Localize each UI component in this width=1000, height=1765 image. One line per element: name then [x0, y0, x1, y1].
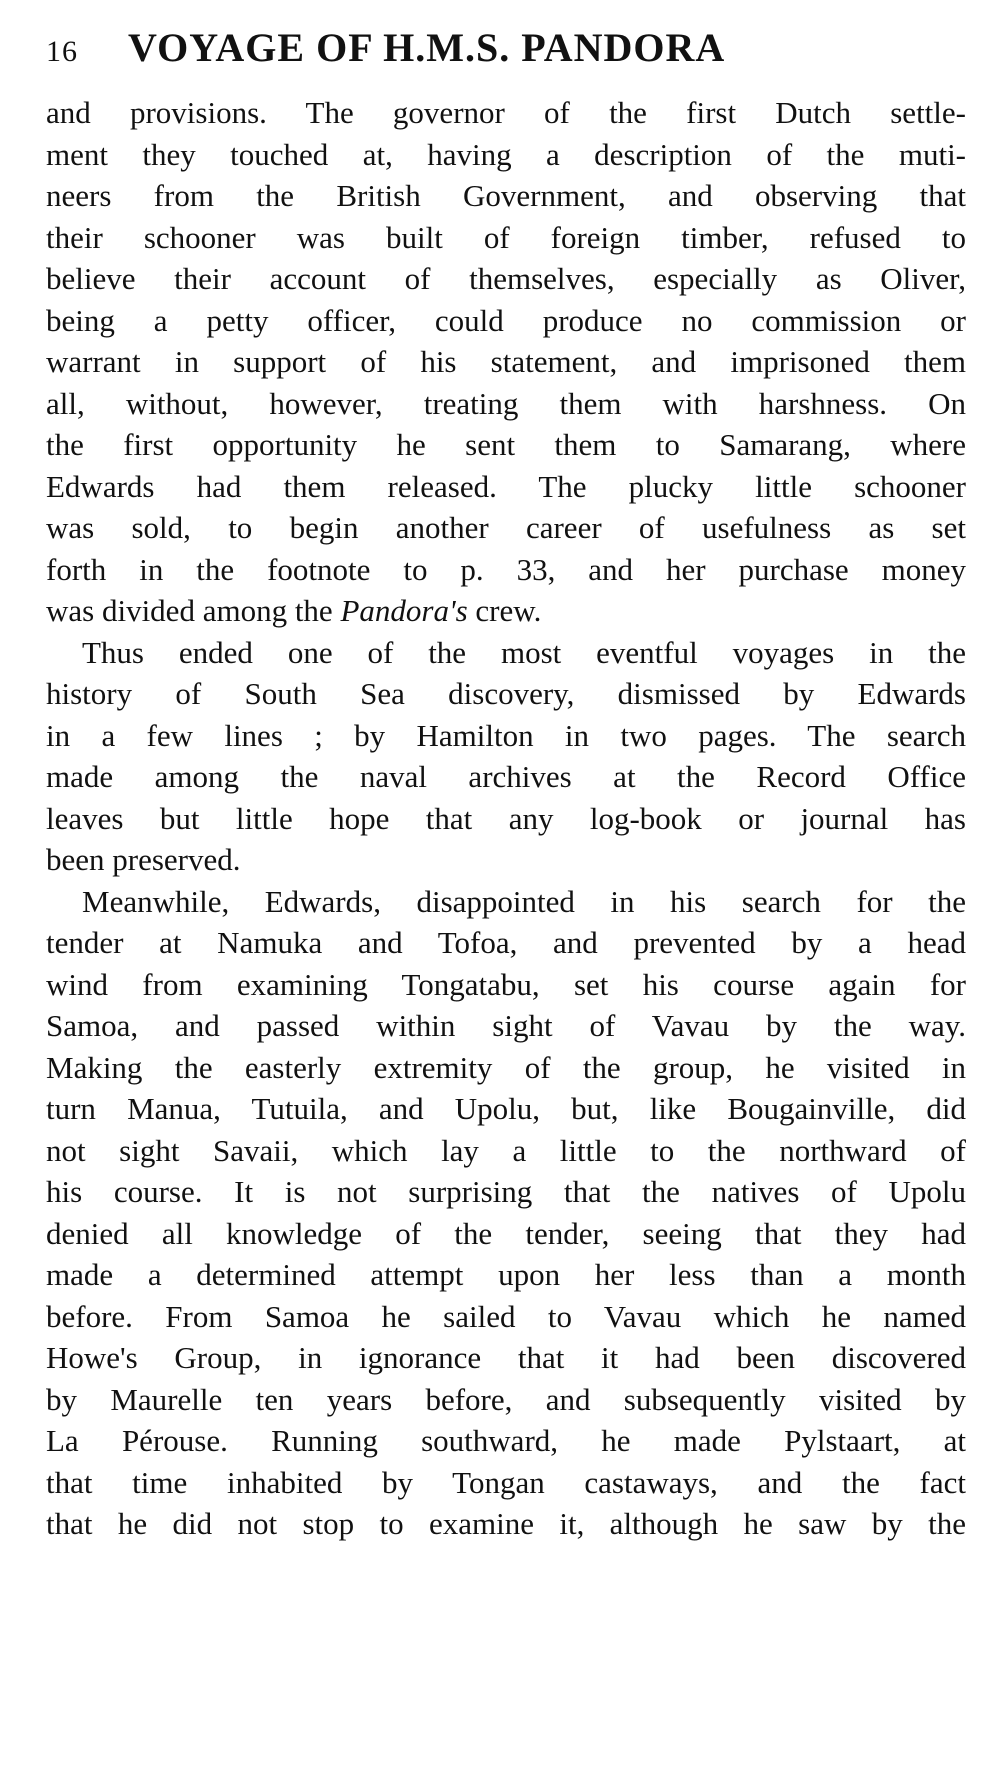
text-line: warrant in support of his statement, and imprisoned them	[46, 344, 966, 379]
paragraph-1	[46, 92, 966, 632]
text-line: all, without, however, treating them with harshness. On	[46, 385, 966, 421]
text-line-last: been preserved.	[46, 842, 241, 877]
text-line: neers from the British Government, and observing that	[46, 178, 966, 213]
text-line: in a few lines ; by Hamilton in two pages. The search	[46, 717, 966, 753]
text-line: Samoa, and passed within sight of Vavau by the way.	[46, 1008, 966, 1043]
text-line: made among the naval archives at the Record Office	[46, 759, 966, 794]
text-line: and provisions. The governor of the first Dutch settle-	[46, 95, 966, 130]
text-line: denied all knowledge of the tender, seeing that they had	[46, 1215, 966, 1251]
text-line: Meanwhile, Edwards, disappointed in his search for the	[82, 883, 966, 919]
text-line: that he did not stop to examine it, although he saw by the	[46, 1506, 966, 1541]
text-line: ment they touched at, having a description of the muti-	[46, 136, 966, 172]
ship-name-italic: Pandora's	[340, 593, 468, 628]
text-line: was sold, to begin another career of usefulness as set	[46, 510, 966, 545]
text-line: made a determined attempt upon her less than a month	[46, 1257, 966, 1292]
text-line: turn Manua, Tutuila, and Upolu, but, like Bougainville, did	[46, 1091, 966, 1126]
text-line: being a petty officer, could produce no commission or	[46, 302, 966, 338]
text-line: Making the easterly extremity of the group, he visited in	[46, 1049, 966, 1085]
text-line: their schooner was built of foreign timber, refused to	[46, 219, 966, 255]
text-line-last	[46, 590, 966, 632]
text-line: leaves but little hope that any log-book or journal has	[46, 800, 966, 836]
text-line: forth in the footnote to p. 33, and her purchase money	[46, 551, 966, 587]
text-line: the first opportunity he sent them to Samarang, where	[46, 427, 966, 462]
text-line: before. From Samoa he sailed to Vavau which he named	[46, 1298, 966, 1334]
paragraph-3	[46, 881, 966, 1545]
book-page	[46, 24, 966, 1545]
text-line: La Pérouse. Running southward, he made Pylstaart, at	[46, 1423, 966, 1458]
running-head	[46, 24, 966, 86]
text-line: wind from examining Tongatabu, set his course again for	[46, 966, 966, 1002]
text-line: his course. It is not surprising that the natives of Upolu	[46, 1174, 966, 1209]
text-run: crew.	[467, 593, 542, 628]
text-run: was divided among the	[46, 593, 341, 628]
text-line: Howe's Group, in ignorance that it had been discovered	[46, 1340, 966, 1375]
text-line: Thus ended one of the most eventful voyages in the	[82, 634, 966, 670]
text-line: Edwards had them released. The plucky little schooner	[46, 468, 966, 504]
text-line: tender at Namuka and Tofoa, and prevented by a head	[46, 925, 966, 960]
text-line: believe their account of themselves, especially as Oliver,	[46, 261, 966, 296]
running-title: VOYAGE OF H.M.S. PANDORA	[128, 25, 726, 70]
text-line: not sight Savaii, which lay a little to the northward of	[46, 1132, 966, 1168]
text-line: history of South Sea discovery, dismissed by Edwards	[46, 676, 966, 711]
body-text	[46, 92, 966, 1545]
paragraph-2	[46, 632, 966, 881]
text-line: that time inhabited by Tongan castaways, and the fact	[46, 1464, 966, 1500]
page-number: 16	[46, 35, 78, 68]
text-line: by Maurelle ten years before, and subsequently visited by	[46, 1381, 966, 1417]
